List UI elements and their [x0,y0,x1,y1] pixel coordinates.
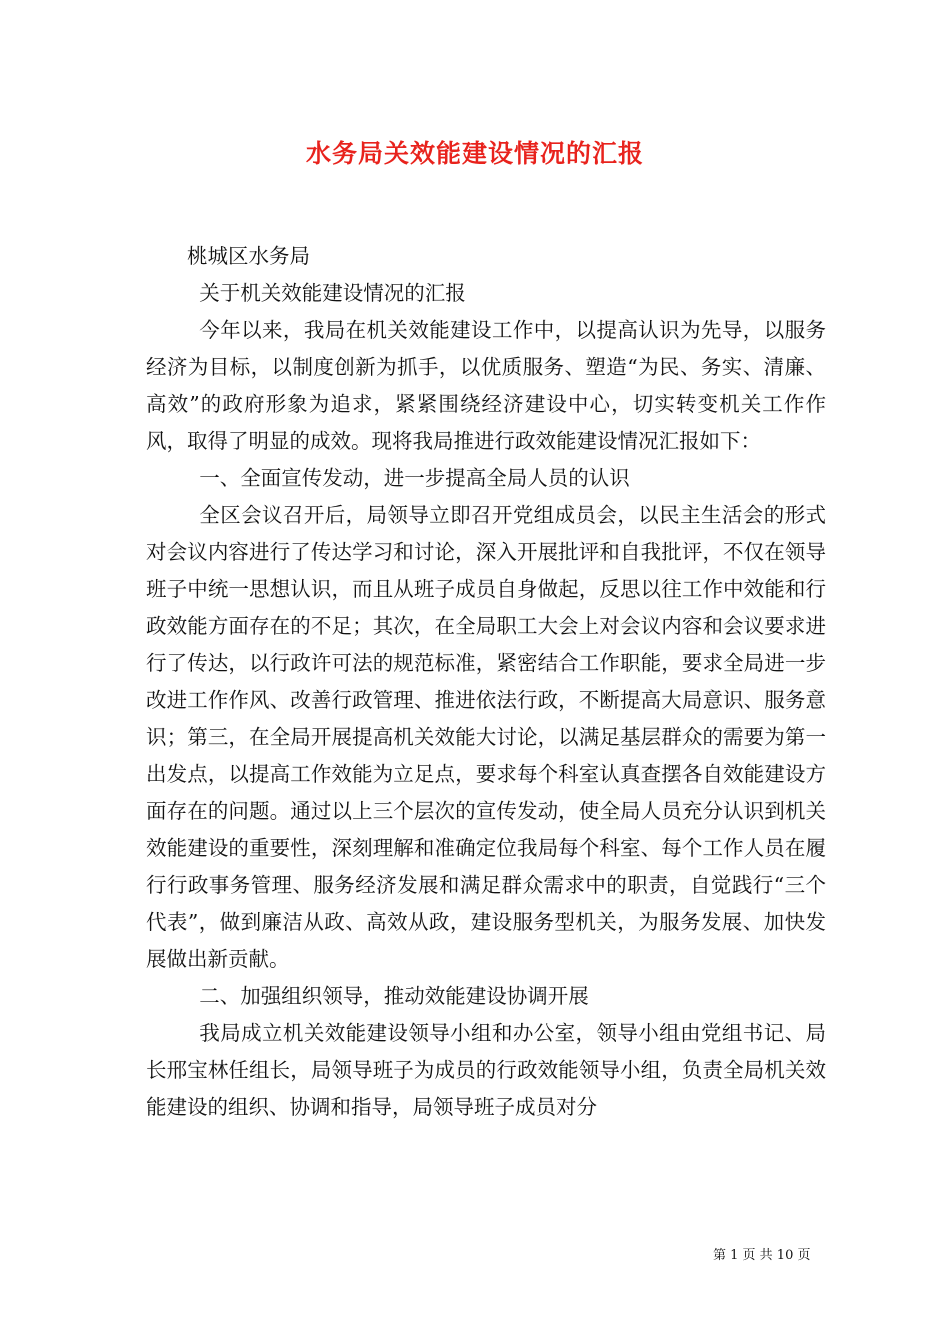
paragraph-section-1: 全区会议召开后，局领导立即召开党组成员会，以民主生活会的形式对会议内容进行了传达学习和讨论，深入开展批评和自我批评，不仅在领导班子中统一思想认识，而且从班子成员自身做起，反思以往工作中效能和行政效能方面存在的不足；其次，在全局职工大会上对会议内容和会议要求进行了传达，以行政许可法的规范标准，紧密结合工作职能，要求全局进一步改进工作作风、改善行政管理、推进依法行政，不断提高大局意识、服务意识；第三，在全局开展提高机关效能大讨论，以满足基层群众的需要为第一出发点，以提高工作效能为立足点，要求每个科室认真查摆各自效能建设方面存在的问题。通过以上三个层次的宣传发动，使全局人员充分认识到机关效能建设的重要性，深刻理解和准确定位我局每个科室、每个工作人员在履行行政事务管理、服务经济发展和满足群众需求中的职责，自觉践行“三个代表”，做到廉洁从政、高效从政，建设服务型机关，为服务发展、加快发展做出新贡献。 [146,503,826,971]
section-heading-1: 一、全面宣传发动，进一步提高全局人员的认识 [199,466,630,490]
paragraph-org-name: 桃城区水务局 [187,244,310,268]
document-body [146,238,826,1126]
page-number: 第 1 页 共 10 页 [713,1248,811,1263]
paragraph-intro: 今年以来，我局在机关效能建设工作中，以提高认识为先导，以服务经济为目标，以制度创新为抓手，以优质服务、塑造“为民、务实、清廉、高效”的政府形象为追求，紧紧围绕经济建设中心，切实转变机关工作作风，取得了明显的成效。现将我局推进行政效能建设情况汇报如下： [146,318,826,453]
paragraph-section-2: 我局成立机关效能建设领导小组和办公室，领导小组由党组书记、局长邢宝林任组长，局领导班子为成员的行政效能领导小组，负责全局机关效能建设的组织、协调和指导，局领导班子成员对分 [146,1021,826,1119]
section-heading-2: 二、加强组织领导，推动效能建设协调开展 [199,984,589,1008]
document-title: 水务局关效能建设情况的汇报 [305,139,644,168]
paragraph-report-subject: 关于机关效能建设情况的汇报 [199,281,466,305]
